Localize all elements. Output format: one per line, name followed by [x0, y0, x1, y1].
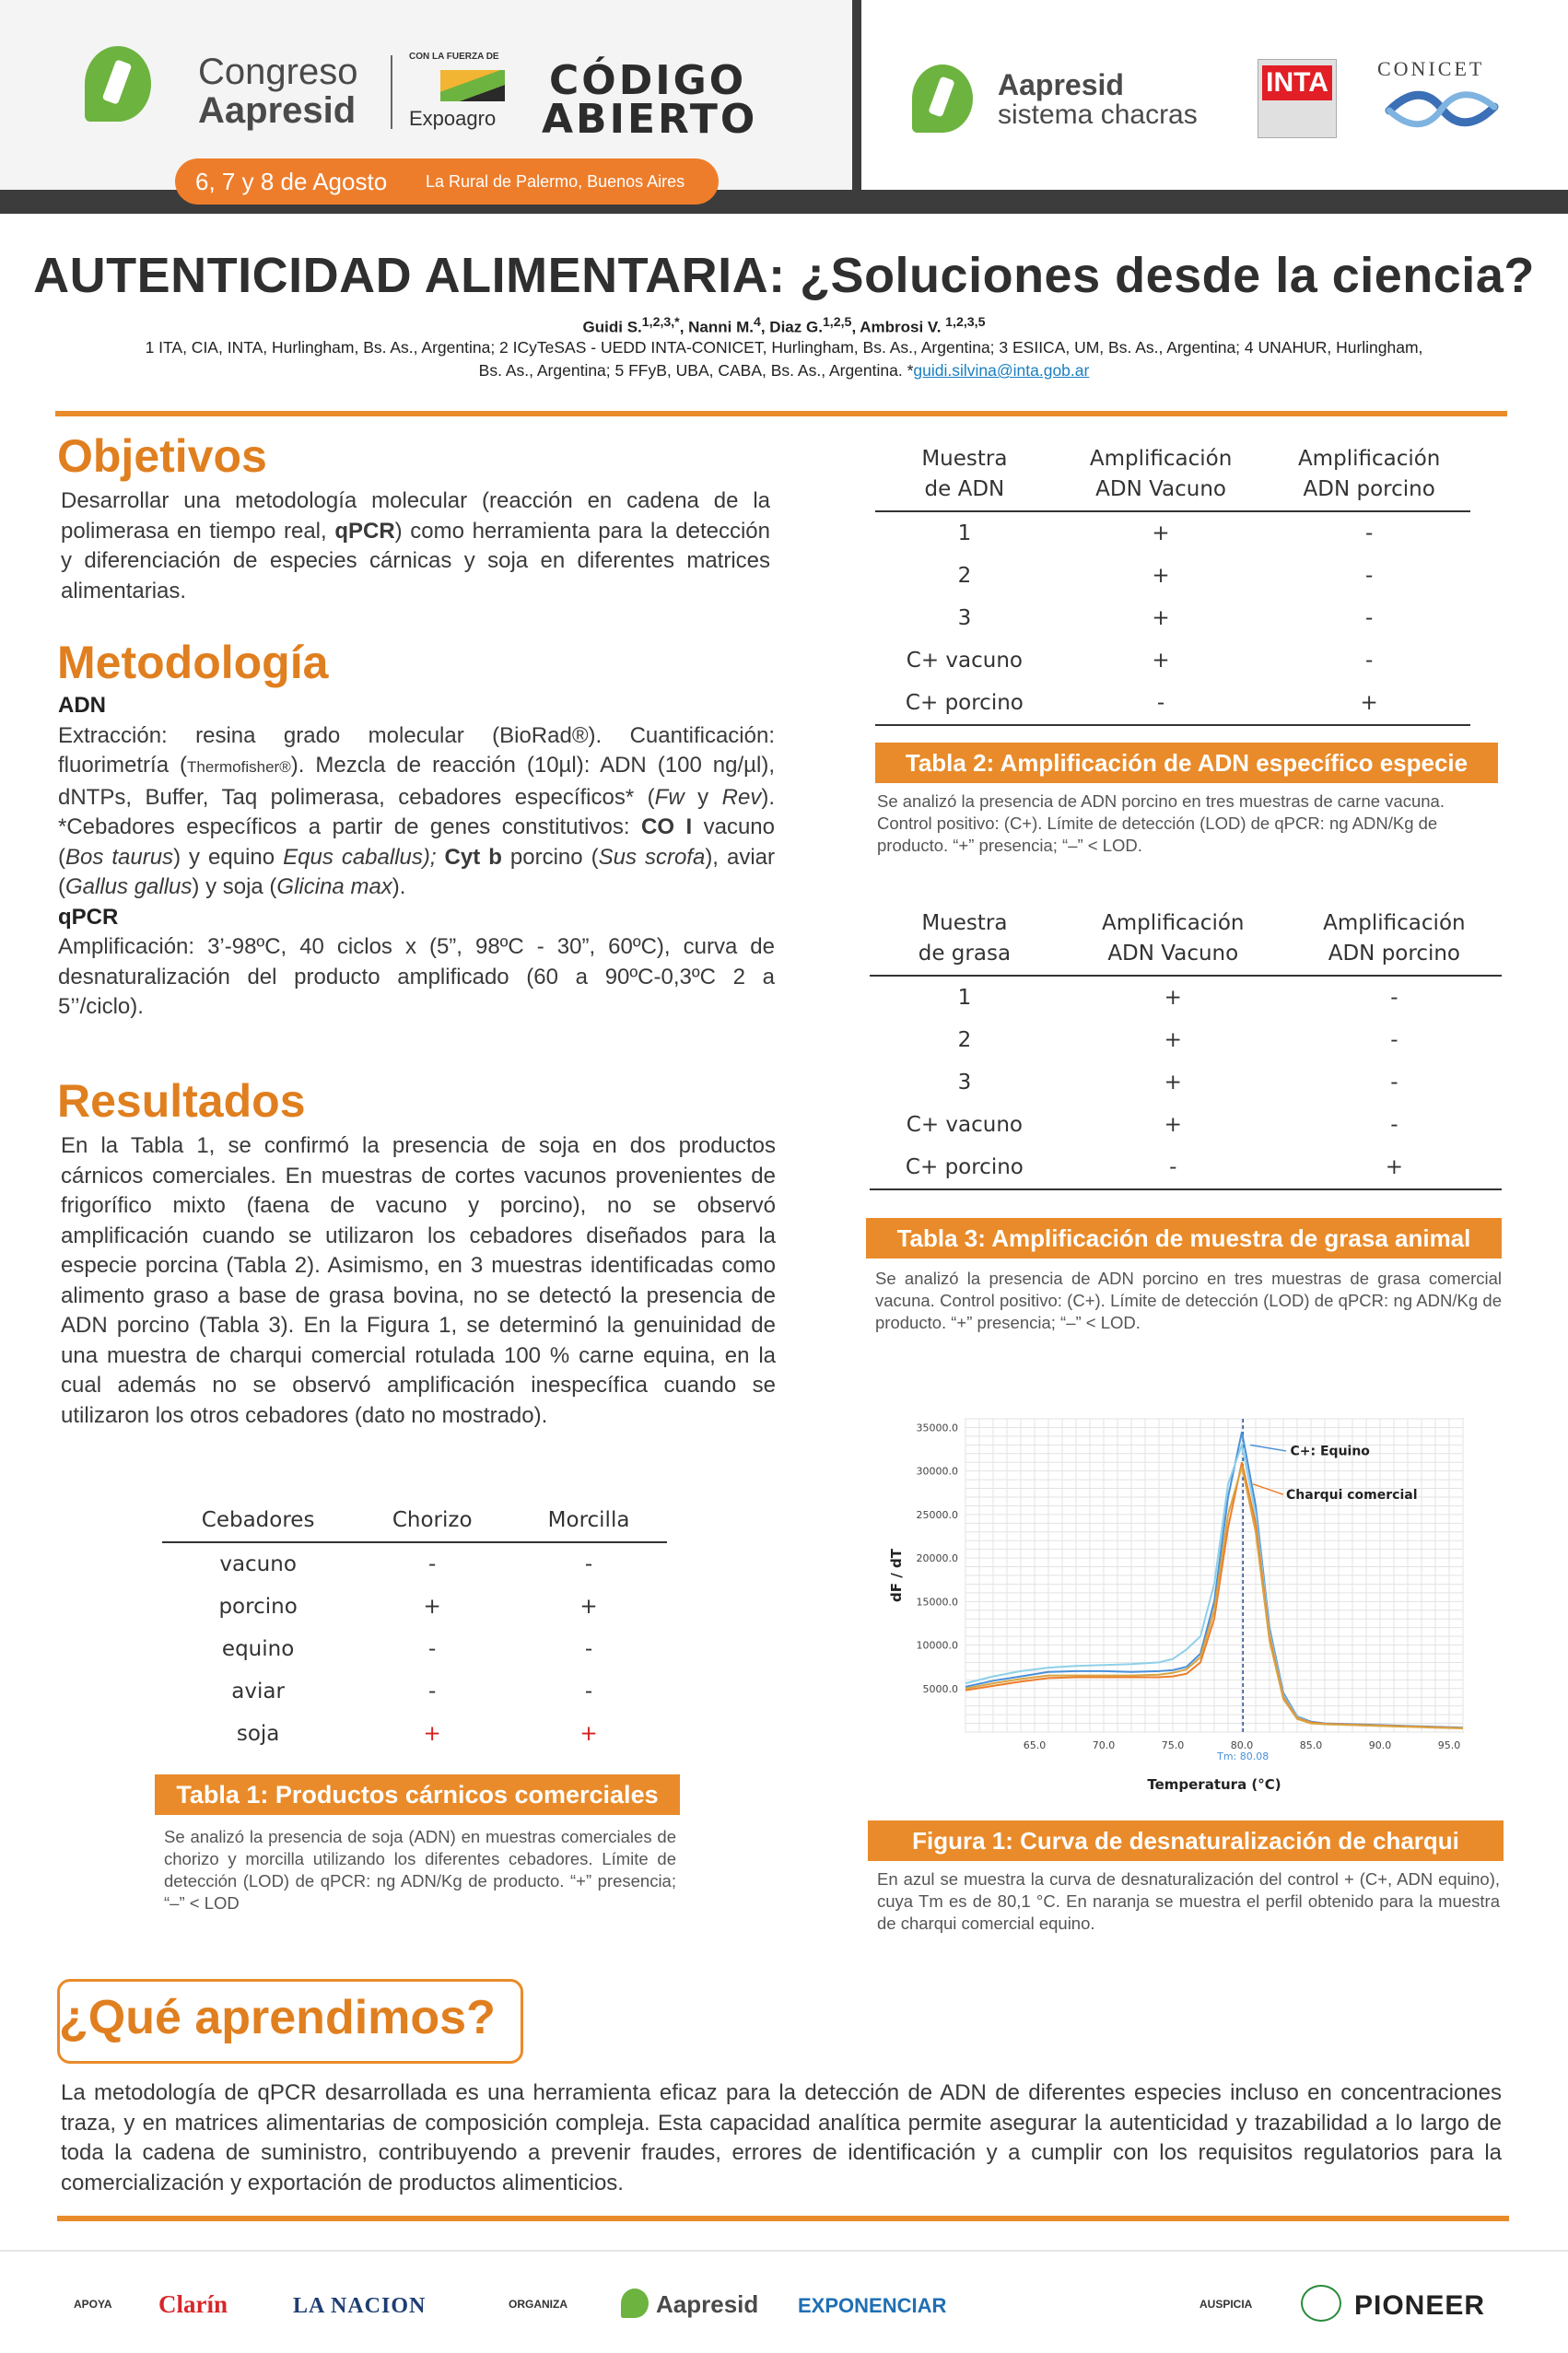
- footer-aapresid-icon: [621, 2289, 649, 2318]
- event-date: 6, 7 y 8 de Agosto: [195, 168, 388, 195]
- inta-logo-text: INTA: [1262, 65, 1332, 100]
- tabla1-header: Morcilla: [510, 1500, 667, 1542]
- tabla3-table: [870, 903, 1502, 1190]
- x-tick-label: 95.0: [1437, 1739, 1461, 1751]
- annotation-equino: C+: Equino: [1290, 1444, 1370, 1459]
- tabla1-note: Se analizó la presencia de soja (ADN) en muestras comerciales de chorizo y morcilla utilizando los diferentes cebadores. Límite de detección (LOD) de qPCR: ng ADN/Kg de producto. “+” presencia; “–” < LOD: [164, 1827, 676, 1913]
- tabla1-header: Chorizo: [354, 1500, 510, 1542]
- expoagro-icon: [440, 70, 505, 101]
- footer-organiza: ORGANIZA: [509, 2298, 568, 2311]
- y-axis-label: dF / dT: [888, 1549, 905, 1602]
- expoagro-text: Expoagro: [409, 107, 497, 130]
- y-tick-label: 15000.0: [916, 1596, 958, 1609]
- x-tick-label: 90.0: [1368, 1739, 1392, 1751]
- table-row: 3 + -: [957, 606, 1374, 630]
- resultados-title: Resultados: [57, 1075, 306, 1127]
- footer-lanacion: LA NACION: [293, 2294, 427, 2318]
- tabla2-header: Muestra de ADN: [875, 439, 1054, 511]
- codigo-line1: CÓDIGO: [549, 57, 747, 104]
- tabla3-header: Muestra de grasa: [870, 903, 1059, 976]
- table-row: C+ porcino - +: [875, 682, 1470, 725]
- qpcr-subtitle: qPCR: [58, 904, 119, 930]
- event-venue: La Rural de Palermo, Buenos Aires: [426, 172, 685, 191]
- table-row: 2 + -: [957, 1028, 1398, 1052]
- footer-apoya: APOYA: [74, 2298, 112, 2311]
- y-tick-label: 35000.0: [916, 1422, 958, 1434]
- congreso-line1: Congreso: [198, 52, 358, 92]
- affiliations-line2: Bs. As., Argentina; 5 FFyB, UBA, CABA, Bs. As., Argentina. *: [478, 361, 914, 380]
- tabla2-table: [875, 439, 1470, 726]
- title-rule: [55, 411, 1507, 416]
- affiliations-line1: 1 ITA, CIA, INTA, Hurlingham, Bs. As., Argentina; 2 ICyTeSAS - UEDD INTA-CONICET, Hurlingham, Bs. As., Argentina; 3 ESIICA, UM, Bs. As., Argentina; 4 UNAHUR, Hurlingham,: [145, 338, 1423, 357]
- table-row: C+ vacuno + -: [906, 649, 1374, 673]
- resultados-text: En la Tabla 1, se confirmó la presencia de soja en dos productos cárnicos comerciales. En muestras de cortes vacunos provenientes de frigorífico mixto (faena de vacuno y porcino), no se observó amplificación cuando se utilizaron los cebadores diseñados para la especie porcina (Tabla 2). Asimismo, en 3 muestras identificadas como alimento graso a base de grasa bovina, no se detectó la presencia de ADN porcino (Tabla 3). En la Figura 1, se determinó la genuinidad de una muestra de charqui comercial rotulada 100 % carne equina, en la cual además no se observó amplificación inespecífica cuando se utilizaron los otros cebadores (dato no mostrado).: [61, 1133, 776, 1428]
- y-tick-label: 30000.0: [916, 1465, 958, 1478]
- tabla1-caption: Tabla 1: Productos cárnicos comerciales: [155, 1774, 680, 1815]
- congreso-line2: Aapresid: [198, 90, 357, 131]
- tm-label: Tm: 80.08: [1217, 1750, 1270, 1762]
- table-row: C+ porcino - +: [870, 1146, 1502, 1189]
- tabla2-header: Amplificación ADN Vacuno: [1054, 439, 1269, 511]
- footer-auspicia: AUSPICIA: [1199, 2298, 1253, 2311]
- objetivos-title: Objetivos: [57, 430, 267, 482]
- con-la-fuerza: CON LA FUERZA DE: [409, 52, 499, 62]
- adn-subtitle: ADN: [58, 693, 106, 718]
- date-pill: [175, 158, 719, 205]
- tabla3-header: Amplificación ADN Vacuno: [1059, 903, 1287, 976]
- authors: Guidi S.$^{1,2,3,*}$, Nanni M.$^4$, Diaz G.$^{1,2,5}$, Ambrosi V. $^{1,2,3,5}$: [582, 315, 986, 336]
- table-row: C+ vacuno + -: [906, 1113, 1398, 1137]
- tabla2-header: Amplificación ADN porcino: [1268, 439, 1470, 511]
- y-tick-label: 25000.0: [916, 1508, 958, 1521]
- bottom-rule: [57, 2216, 1509, 2221]
- x-tick-label: 65.0: [1023, 1739, 1047, 1751]
- table-row: 1 + -: [957, 986, 1398, 1010]
- metodologia-title: Metodología: [57, 637, 329, 688]
- tabla2-note: Se analizó la presencia de ADN porcino en tres muestras de carne vacuna. Control positivo: (C+). Límite de detección (LOD) de qPCR: ng ADN/Kg de producto. “+” presencia; “–” < LOD.: [877, 791, 1445, 855]
- tabla3-caption: Tabla 3: Amplificación de muestra de grasa animal: [866, 1218, 1502, 1258]
- x-axis-label: Temperatura (°C): [1147, 1776, 1281, 1793]
- codigo-line2: ABIERTO: [542, 96, 758, 143]
- x-tick-label: 75.0: [1161, 1739, 1185, 1751]
- inta-logo: [1258, 59, 1337, 138]
- x-tick-label: 80.0: [1230, 1739, 1254, 1751]
- poster-title: AUTENTICIDAD ALIMENTARIA: ¿Soluciones desde la ciencia?: [33, 248, 1535, 303]
- email-link[interactable]: guidi.silvina@inta.gob.ar: [913, 361, 1090, 380]
- tabla2-caption: Tabla 2: Amplificación de ADN específico especie: [875, 743, 1498, 783]
- aapresid-name: Aapresid: [998, 68, 1124, 101]
- y-tick-label: 5000.0: [922, 1682, 958, 1695]
- pioneer-logo-icon: [1301, 2285, 1341, 2322]
- objetivos-text: Desarrollar una metodología molecular (reacción en cadena de la polimerasa en tiempo real, qPCR) como herramienta para la detección y diferenciación de especies cárnicas y soja en diferentes matrices alimentarias.: [61, 488, 770, 603]
- table-row: equino - -: [221, 1637, 593, 1661]
- sistema-chacras: sistema chacras: [998, 100, 1198, 130]
- figura1-caption: Figura 1: Curva de desnaturalización de charqui: [868, 1820, 1504, 1861]
- table-row: vacuno - -: [219, 1552, 593, 1576]
- footer-exponenciar: EXPONENCIAR: [798, 2294, 947, 2317]
- tabla1-header: Cebadores: [162, 1500, 354, 1542]
- metodologia-text: ADN Extracción: resina grado molecular (BioRad®). Cuantificación: fluorimetría (Thermofisher®). Mezcla de reacción (10µl): ADN (100 ng/µl), dNTPs, Buffer, Taq polimerasa, cebadores específicos* (Fw y Rev). *Cebadores específicos a partir de genes constitutivos: CO I vacuno (Bos taurus) y equino Equs caballus); Cyt b porcino (Sus scrofa), aviar (Gallus gallus) y soja (Glicina max). qPCR Amplificación: 3’-98ºC, 40 ciclos x (5”, 98ºC - 30”, 60ºC), curva de desnaturalización del producto amplificado (60 a 90ºC-0,3ºC 2 a 5’’/ciclo).: [58, 693, 776, 1019]
- table-row: soja + +: [236, 1722, 598, 1746]
- y-tick-label: 10000.0: [916, 1639, 958, 1652]
- table-row: 1 + -: [957, 521, 1374, 545]
- annotation-charqui: Charqui comercial: [1286, 1487, 1418, 1503]
- conicet-text: CONICET: [1377, 57, 1485, 80]
- y-tick-label: 20000.0: [916, 1552, 958, 1565]
- tabla1-table: [162, 1500, 667, 1755]
- footer-aapresid: Aapresid: [656, 2290, 759, 2318]
- aprendimos-text: La metodología de qPCR desarrollada es una herramienta eficaz para la detección de ADN de diferentes especies incluso en concentraciones traza, y en matrices alimentarias de composición compleja. Esta capacidad analítica permite asegurar la autenticidad y trazabilidad a lo largo de toda la cadena de suministro, contribuyendo a prevenir fraudes, errores de identificación y a cumplir con los requisitos regulatorios para la comercialización y exportación de productos alimenticios.: [61, 2080, 1502, 2195]
- logo-separator: [391, 55, 392, 129]
- table-row: porcino + +: [218, 1595, 598, 1619]
- footer-clarin: Clarín: [158, 2290, 228, 2318]
- tabla3-note: Se analizó la presencia de ADN porcino en tres muestras de grasa comercial vacuna. Control positivo: (C+). Límite de detección (LOD) de qPCR: ng ADN/Kg de producto. “+” presencia; “–” < LOD.: [875, 1269, 1502, 1332]
- conicet-logo-icon: [1382, 88, 1502, 129]
- table-row: aviar - -: [231, 1680, 593, 1703]
- aprendimos-title: ¿Qué aprendimos?: [59, 1991, 496, 2044]
- table-row: 3 + -: [957, 1071, 1398, 1095]
- x-tick-label: 85.0: [1299, 1739, 1323, 1751]
- x-tick-label: 70.0: [1092, 1739, 1116, 1751]
- tabla3-header: Amplificación ADN porcino: [1287, 903, 1502, 976]
- affiliations: [44, 336, 1524, 382]
- figura1-note: En azul se muestra la curva de desnaturalización del control + (C+, ADN equino), cuya Tm es de 80,1 °C. En naranja se muestra el perfil obtenido para la muestra de charqui comercial equino.: [877, 1869, 1500, 1933]
- table-row: 2 + -: [957, 564, 1374, 588]
- melt-curve-chart: [873, 1400, 1509, 1824]
- header-divider: [852, 0, 861, 214]
- footer-pioneer: PIONEER: [1354, 2290, 1486, 2321]
